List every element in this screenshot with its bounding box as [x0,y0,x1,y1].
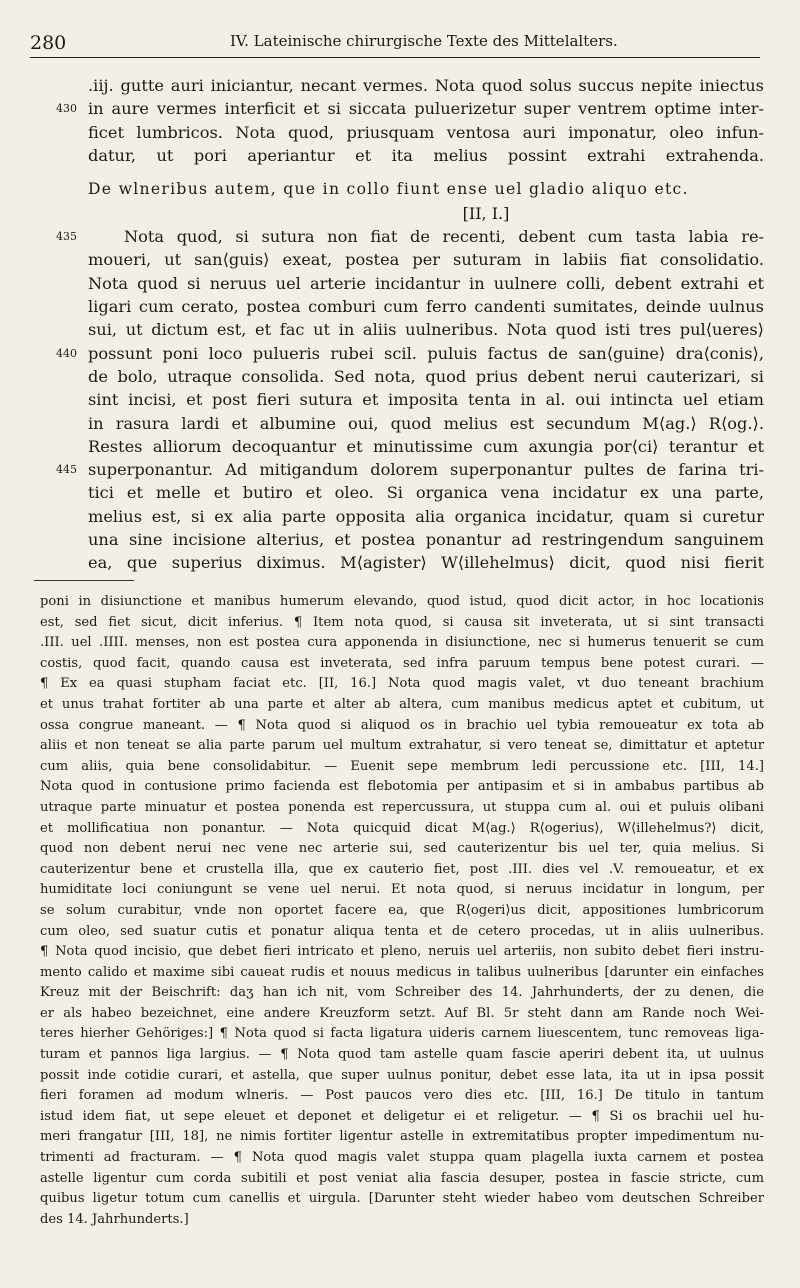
line-text: datur, ut pori aperiantur et ita melius possint extrahi extrahenda. [88,145,764,165]
text-line [88,481,764,504]
footnote-line: poni in disiunctione et manibus humerum elevando, quod istud, quod dicit actor, in hoc locationis [40,594,764,609]
section-reference: [II, I.] [462,204,510,224]
text-line [56,342,764,365]
text-line [88,435,764,458]
footnote-line: cauterizentur bene et crustella illa, que ex cauterio fiet, post .III. dies vel .V. remoueatur, et ex [40,861,764,877]
line-text: superponantur. Ad mitigandum dolorem superponantur pultes de farina tri- [88,460,764,480]
footnote-line: .III. uel .IIII. menses, non est postea cura apponenda in disiunctione, nec si humerus tenuerit se cum [40,635,764,651]
footnote-line: teres hierher Gehöriges:] ¶ Nota quod si facta ligatura uideris carnem liuescentem, tunc removeas liga- [40,1026,764,1042]
footnote-line: er als habeo bezeichnet, eine andere Kreuzform setzt. Auf Bl. 5r steht dann am Rande noch Wei- [40,1005,764,1021]
text-line [88,528,764,551]
line-text: ea, que superius diximus. M⟨agister⟩ W⟨illehelmus⟩ dicit, quod nisi fierit [88,553,764,573]
footnote-line: est, sed fiet sicut, dicit inferius. ¶ Item nota quod, si causa sit inveterata, ut si sint transacti [40,614,764,630]
footnote-line: quod non debent nerui nec vene nec arterie sui, sed cauterizentur bis uel ter, quia melius. Si [40,841,764,857]
line-text: in rasura lardi et albumine oui, quod melius est secundum M⟨ag.⟩ R⟨og.⟩. [88,413,764,433]
text-line [88,388,764,411]
footnote-line: des 14. Jahrhunderts.] [40,1211,189,1227]
line-text: ficet lumbricos. Nota quod, priusquam ventosa auri imponatur, oleo infun- [88,122,764,142]
line-text: ligari cum cerato, postea comburi cum ferro candenti sumitates, deinde uulnus [88,297,764,317]
footnote-line: cum oleo, sed suatur cutis et ponatur aliqua tenta et de cetero procedas, ut in aliis uulneribus. [40,923,764,939]
footnote-line: istud idem fiat, ut sepe eleuet et deponet et deligetur ei et religetur. — ¶ Si os brachii uel hu- [40,1108,764,1124]
footnote-line: cum aliis, quia bene consolidabitur. — Euenit sepe membrum ledi percussione etc. [III, 14.] [40,758,764,774]
line-text: una sine incisione alterius, et postea ponantur ad restringendum sanguinem [88,530,764,550]
footnote-line: trimenti ad fracturam. — ¶ Nota quod magis valet stuppa quam plagella iuxta carnem et postea [40,1150,764,1166]
header-rule [30,57,760,58]
text-line [88,365,764,388]
text-line [88,74,764,97]
footnote-line: ¶ Ex ea quasi stupham faciat etc. [II, 16.] Nota quod magis valet, vt duo teneant brachium [40,676,764,692]
text-line [88,248,764,271]
running-title: IV. Lateinische chirurgische Texte des Mittelalters. [230,32,618,50]
footnote-line: Nota quod in contusione primo facienda est flebotomia per antipasim et si in ambabus partibus ab [40,779,764,795]
line-text: sint incisi, et post fieri sutura et imposita tenta in al. oui intincta uel etiam [88,390,764,410]
line-text: de bolo, utraque consolida. Sed nota, quod prius debent nerui cauterizari, si [88,366,764,386]
footnote-line: et unus trahat fortiter ab una parte et alter ab altera, cum manibus medicus aptet et cubitum, ut [40,696,764,712]
text-line [56,97,764,120]
footnote-line: se solum curabitur, vnde non oportet facere ea, que R⟨ogeri⟩us dicit, appositiones lumbricorum [40,902,764,918]
line-text: Nota quod si neruus uel arterie incidantur in uulnere colli, debent extrahi et [88,273,764,293]
line-text: Restes alliorum decoquantur et minutissime cum axungia por⟨ci⟩ terantur et [88,436,764,456]
footnote-line: aliis et non teneat se alia parte parum uel multum extrahatur, si vero teneat se, dimittatur et aptetur [40,738,764,754]
footnote-line: possit inde cotidie curari, et astella, que super uulnus ponitur, debet esse lata, ita ut in ipsa possit [40,1067,764,1083]
text-line [88,551,764,574]
line-number: 430 [56,102,77,116]
footnote-line: mento calido et maxime sibi caueat rudis et nouus medicus in talibus uulneribus [darunter ein einfaches [40,964,764,980]
main-text [56,74,764,575]
text-line [88,318,764,341]
footnote-line: Kreuz mit der Beischrift: daʒ han ich nit, vom Schreiber des 14. Jahrhunderts, der zu denen, die [40,985,764,1001]
text-line [88,121,764,144]
footnote-line: ossa congrue maneant. — ¶ Nota quod si aliquod os in brachio uel tybia remoueatur ex tota ab [40,717,764,733]
footnote-line: et mollificatiua non ponantur. — Nota quicquid dicat M⟨ag.⟩ R⟨ogerius⟩, W⟨illehelmus?⟩ dicit, [40,820,764,836]
footnote-line: astelle ligentur cum corda subitili et post veniat alia fascia desuper, postea in fascie stricte, cum [40,1170,764,1186]
line-text: moueri, ut san⟨guis⟩ exeat, postea per suturam in labiis fiat consolidatio. [88,250,764,270]
line-text: Nota quod, si sutura non fiat de recenti, debent cum tasta labia re- [124,227,764,247]
line-number: 440 [56,346,77,360]
line-text: tici et melle et butiro et oleo. Si organica vena incidatur ex una parte, [88,483,764,503]
line-text: possunt poni loco pulueris rubei scil. puluis factus de san⟨guine⟩ dra⟨conis⟩, [88,343,764,363]
footnote-rule [34,580,134,581]
line-text: in aure vermes interficit et si siccata puluerizetur super ventrem optime inter- [88,99,764,119]
text-line [88,412,764,435]
text-line [56,225,764,248]
text-line [88,272,764,295]
footnote-apparatus [40,592,764,1230]
section-heading: De wlneribus autem, que in collo fiunt ense uel gladio aliquo etc. [88,180,689,199]
line-text: sui, ut dictum est, et fac ut in aliis uulneribus. Nota quod isti tres pul⟨ueres⟩ [88,320,764,340]
text-line [56,458,764,481]
footnote-line: quibus ligetur totum cum canellis et uirgula. [Darunter steht wieder habeo vom deutschen Schreiber [40,1191,764,1207]
text-line [88,144,764,167]
page-number: 280 [30,32,67,54]
footnote-line: turam et pannos liga largius. — ¶ Nota quod tam astelle quam fascie aperiri debent ita, ut uulnus [40,1047,764,1063]
page-header [30,26,760,56]
line-number: 445 [56,463,77,477]
line-text: melius est, si ex alia parte opposita alia organica incidatur, quam si curetur [88,506,764,526]
text-line [88,295,764,318]
footnote-line: fieri foramen ad modum wlneris. — Post paucos vero dies etc. [III, 16.] De titulo in tantum [40,1088,764,1104]
line-text: .iij. gutte auri iniciantur, necant vermes. Nota quod solus succus nepite iniectus [88,76,764,95]
text-line [88,505,764,528]
footnote-line: ¶ Nota quod incisio, que debet fieri intricato et pleno, neruis uel arteriis, non subito debet fieri instru- [40,944,764,960]
footnote-line: utraque parte minuatur et postea ponenda est repercussura, ut stuppa cum al. oui et puluis olibani [40,799,764,815]
footnote-line: costis, quod facit, quando causa est inveterata, sed infra paruum tempus bene potest curari. — [40,655,764,671]
line-number: 435 [56,230,77,244]
footnote-line: meri frangatur [III, 18], ne nimis fortiter ligentur astelle in extremitatibus propter impedimentum nu- [40,1129,764,1145]
footnote-line: humiditate loci coniungunt se vene uel nerui. Et nota quod, si neruus incidatur in longum, per [40,882,764,898]
